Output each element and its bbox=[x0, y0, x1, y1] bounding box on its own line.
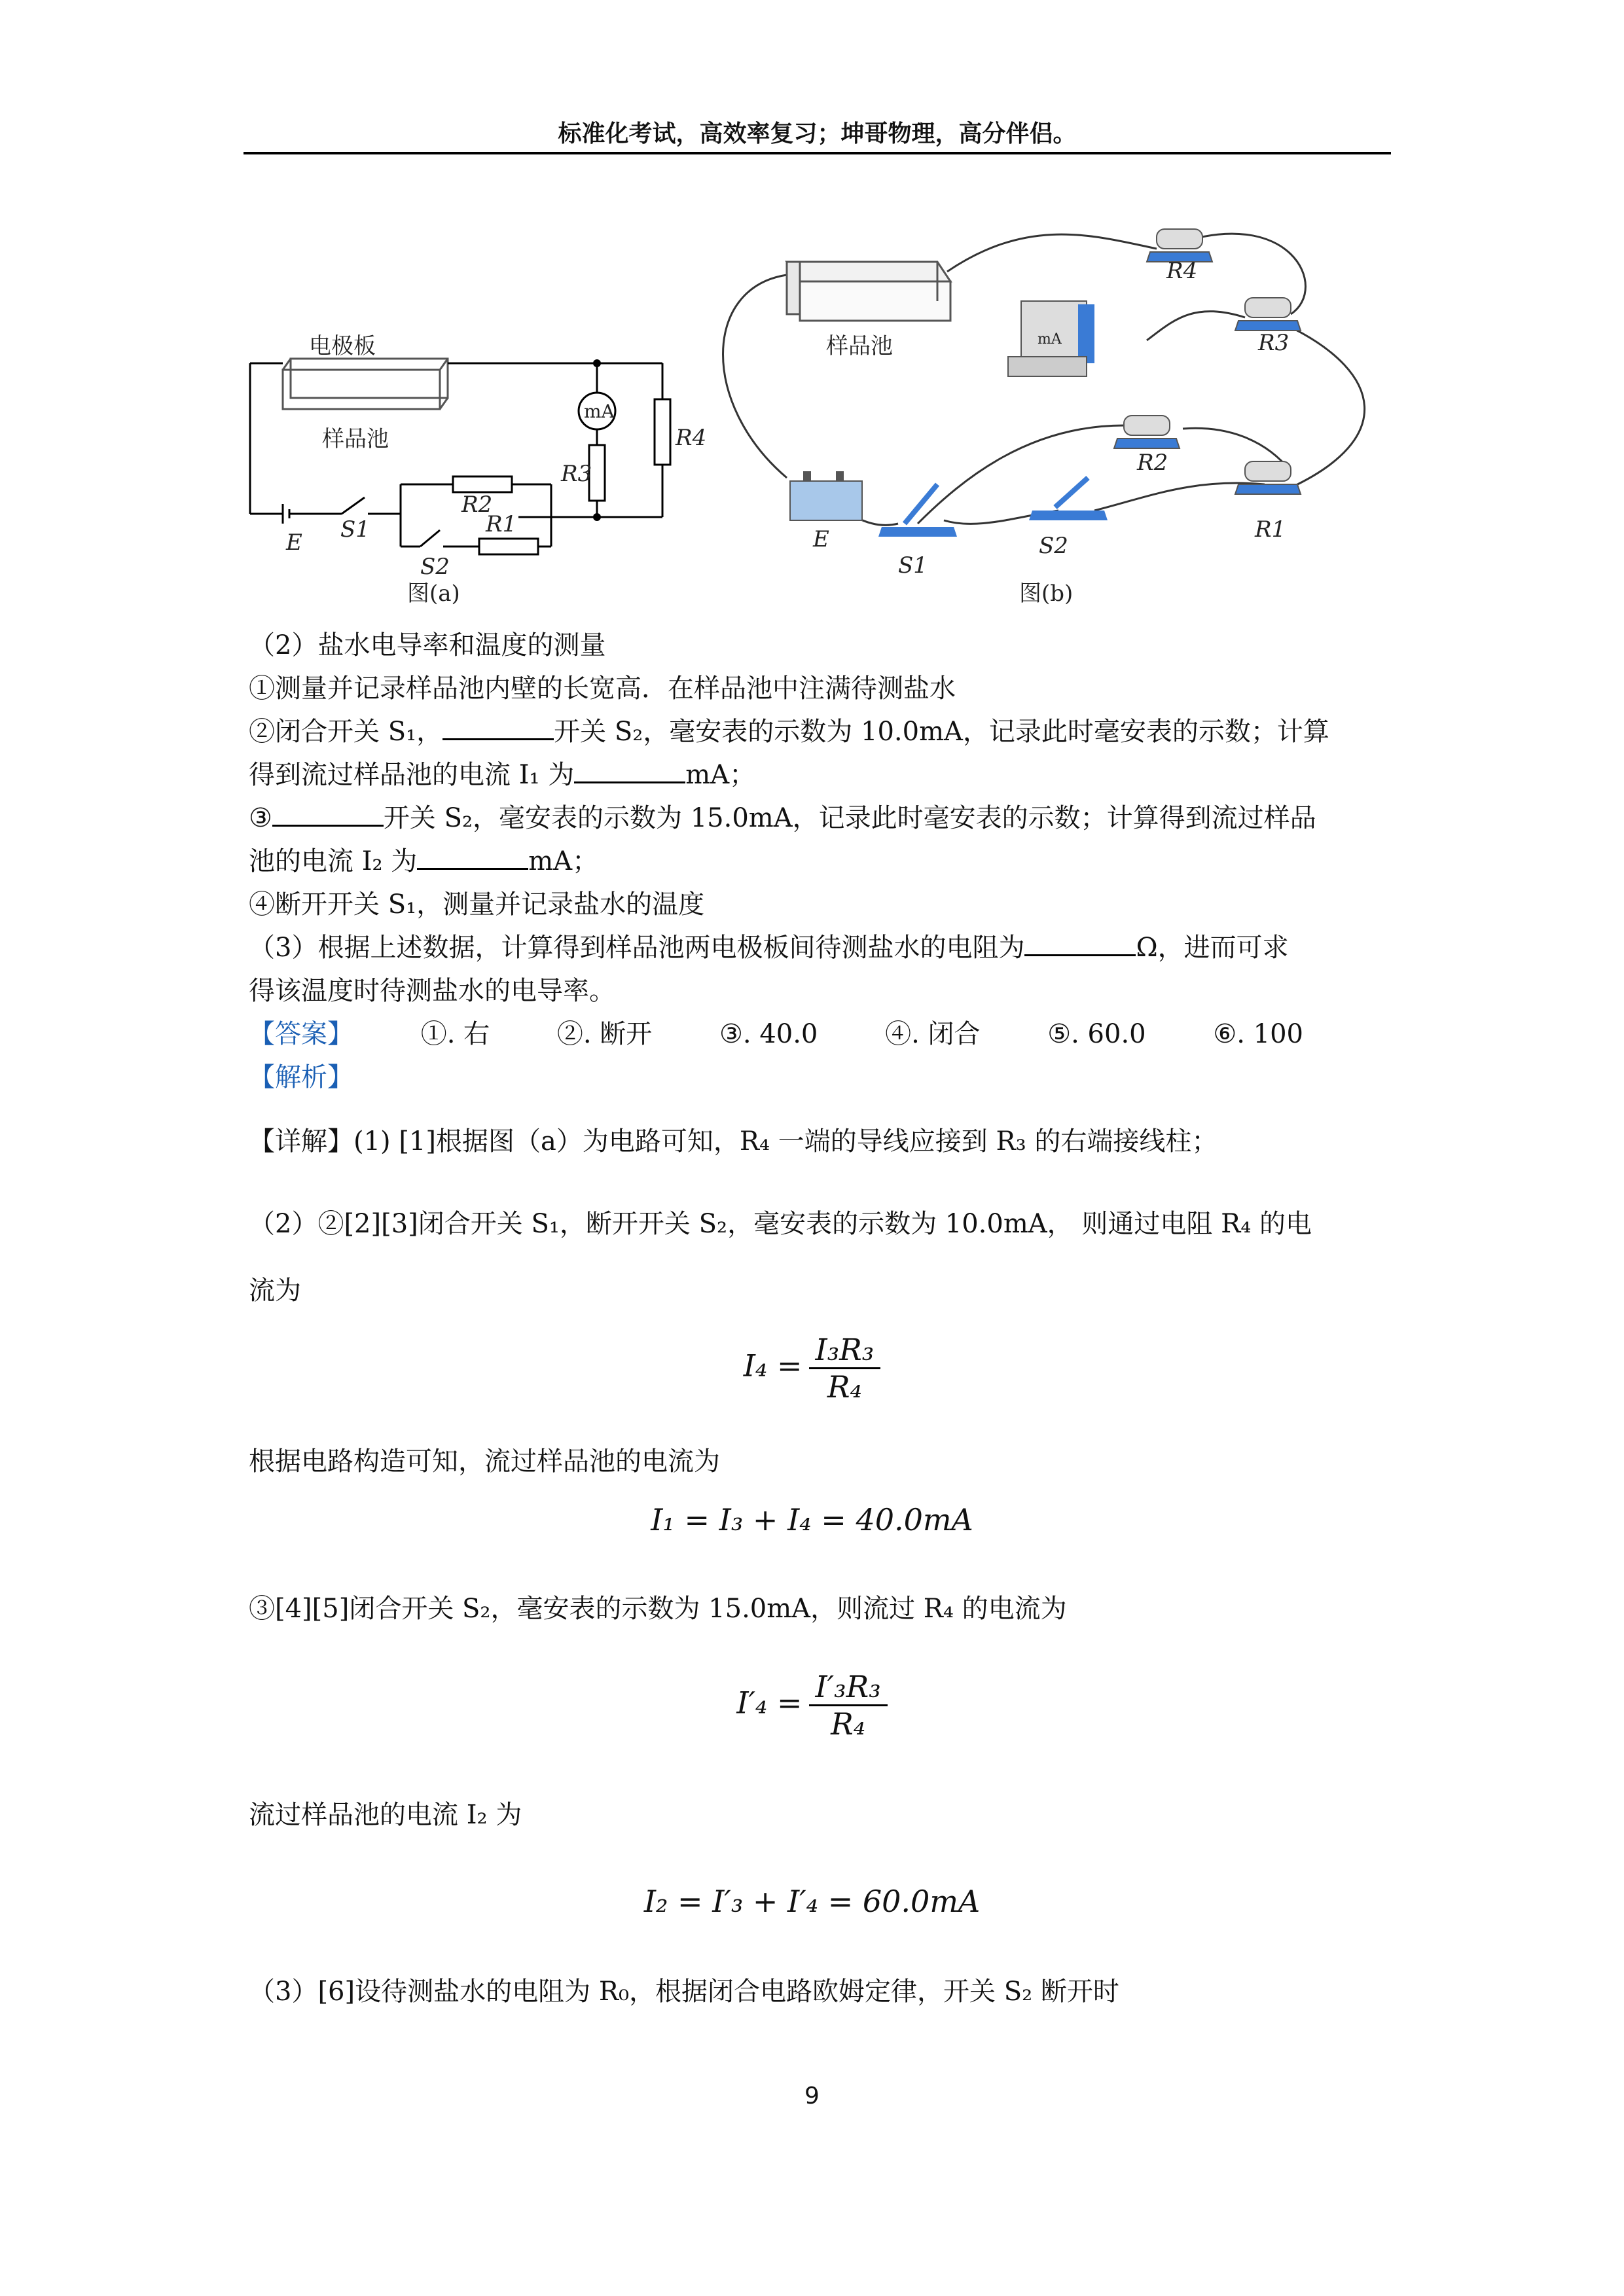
equation-1: I₄ = $\frac{\text{I₃R₃}}{\text{R₄}}$ bbox=[0, 1332, 1624, 1405]
sample-pool-b bbox=[787, 262, 950, 321]
label-s1-a: S1 bbox=[340, 516, 370, 543]
analysis-label: 【解析】 bbox=[249, 1062, 353, 1092]
label-r2-b: R2 bbox=[1137, 450, 1168, 476]
label-sample-pool-a: 样品池 bbox=[322, 426, 389, 452]
step-3: ③ 开关 S₂，毫安表的示数为 15.0mA，记录此时毫安表的示数；计算得到流过样品 bbox=[249, 800, 1316, 836]
caption-figure-a: 图(a) bbox=[407, 581, 460, 607]
step-2: ②闭合开关 S₁， 开关 S₂，毫安表的示数为 10.0mA，记录此时毫安表的示数；计算 bbox=[249, 713, 1329, 750]
detail-1: 【详解】(1) [1]根据图（a）为电路可知，R₄ 一端的导线应接到 R₃ 的右端接线柱； bbox=[249, 1126, 1218, 1157]
label-sample-pool-b: 样品池 bbox=[826, 333, 893, 359]
label-ma-a: mA bbox=[584, 401, 615, 422]
step-3-cont: 池的电流 I₂ 为 mA； bbox=[249, 843, 598, 880]
label-electrode-plate: 电极板 bbox=[309, 333, 376, 359]
resistor-r1-b bbox=[1235, 461, 1301, 494]
blank-2 bbox=[442, 715, 554, 740]
label-r3-a: R3 bbox=[561, 461, 592, 487]
resistor-r4-b bbox=[1147, 229, 1212, 262]
label-ma-b: mA bbox=[1038, 331, 1062, 348]
figure-a-schematic bbox=[250, 359, 670, 554]
answer-row bbox=[249, 1016, 1303, 1052]
resistor-r2-b bbox=[1114, 416, 1180, 448]
page-number: 9 bbox=[804, 2083, 820, 2109]
circuit-figures bbox=[244, 190, 1391, 622]
blank-3 bbox=[574, 758, 685, 783]
step-1: ①测量并记录样品池内壁的长宽高．在样品池中注满待测盐水 bbox=[249, 673, 956, 704]
equation-2: I₁ = I₃ + I₄ = 40.0mA bbox=[651, 1502, 973, 1537]
answer-item-2: ②. 断开 bbox=[556, 1019, 653, 1049]
label-s1-b: S1 bbox=[898, 552, 928, 579]
detail-7: （3）[6]设待测盐水的电阻为 R₀，根据闭合电路欧姆定律，开关 S₂ 断开时 bbox=[249, 1977, 1119, 2007]
label-r4-a: R4 bbox=[676, 425, 707, 451]
answer-item-1: ①. 右 bbox=[420, 1019, 490, 1049]
label-r4-b: R4 bbox=[1166, 258, 1198, 284]
step-4: ④断开开关 S₁，测量并记录盐水的温度 bbox=[249, 889, 705, 920]
detail-4: 根据电路构造可知，流过样品池的电流为 bbox=[249, 1446, 720, 1477]
blank-5 bbox=[417, 844, 528, 870]
blank-6 bbox=[1024, 931, 1136, 956]
label-r1-a: R1 bbox=[486, 511, 517, 537]
label-e-a: E bbox=[286, 529, 302, 556]
milliammeter-b bbox=[1008, 301, 1094, 376]
header-rule bbox=[244, 152, 1391, 154]
equation-4: I₂ = I′₃ + I′₄ = 60.0mA bbox=[643, 1884, 981, 1919]
answer-label: 【答案】 bbox=[249, 1019, 353, 1049]
label-r3-b: R3 bbox=[1258, 330, 1290, 356]
equation-3: I′₄ = $\frac{\text{I′₃R₃}}{\text{R₄}}$ bbox=[0, 1669, 1624, 1742]
question-part-3-cont: 得该温度时待测盐水的电导率。 bbox=[249, 976, 615, 1006]
battery-b bbox=[790, 471, 862, 520]
label-e-b: E bbox=[813, 526, 829, 552]
label-s2-b: S2 bbox=[1039, 533, 1068, 559]
step-2-cont: 得到流过样品池的电流 I₁ 为 mA； bbox=[249, 757, 755, 793]
detail-2: （2）②[2][3]闭合开关 S₁，断开开关 S₂，毫安表的示数为 10.0mA， 则通过电阻 R₄ 的电 bbox=[249, 1209, 1312, 1239]
question-part-3: （3）根据上述数据，计算得到样品池两电极板间待测盐水的电阻为 Ω，进而可求 bbox=[249, 929, 1289, 966]
label-s2-a: S2 bbox=[420, 554, 450, 580]
answer-item-4: ④. 闭合 bbox=[885, 1019, 981, 1049]
label-r1-b: R1 bbox=[1255, 516, 1286, 543]
caption-figure-b: 图(b) bbox=[1019, 581, 1074, 607]
detail-5: ③[4][5]闭合开关 S₂，毫安表的示数为 15.0mA，则流过 R₄ 的电流为 bbox=[249, 1594, 1067, 1624]
page-header: 标准化考试，高效率复习；坤哥物理，高分伴侣。 bbox=[558, 120, 1077, 147]
switch-s2-b bbox=[1029, 478, 1108, 520]
detail-3: 流为 bbox=[249, 1276, 301, 1306]
answer-item-6: ⑥. 100 bbox=[1213, 1019, 1303, 1049]
detail-6: 流过样品池的电流 I₂ 为 bbox=[249, 1800, 522, 1830]
answer-item-3: ③. 40.0 bbox=[719, 1019, 818, 1049]
label-r2-a: R2 bbox=[461, 492, 493, 518]
switch-s1-b bbox=[878, 484, 957, 537]
question-part-2-title: （2）盐水电导率和温度的测量 bbox=[249, 630, 606, 660]
answer-item-5: ⑤. 60.0 bbox=[1047, 1019, 1146, 1049]
blank-4 bbox=[272, 801, 384, 827]
